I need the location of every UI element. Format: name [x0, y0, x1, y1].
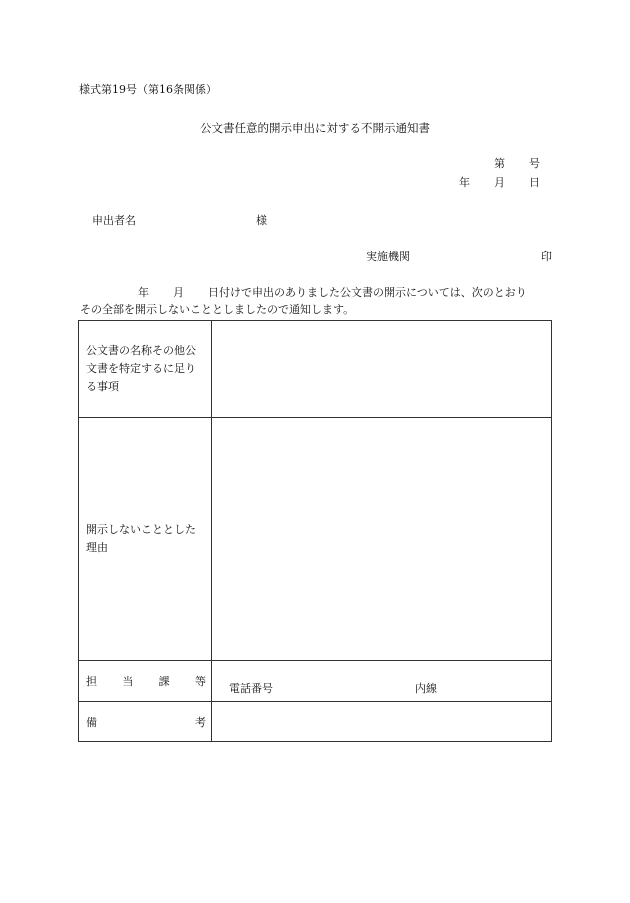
body-year: 年: [138, 286, 149, 299]
row-value-remarks: [212, 702, 552, 742]
date-month: 月: [494, 176, 505, 189]
notice-body-line1: [80, 284, 554, 301]
date-day: 日: [529, 176, 540, 189]
table-row-document-name: [79, 321, 552, 418]
doc-number-dai: 第: [494, 157, 505, 170]
body-line1-rest: 日付けで申出のありました公文書の開示については、次のとおり: [208, 286, 527, 299]
addressee-label: 申出者名: [92, 214, 136, 227]
table-row-department: [79, 661, 552, 702]
phone-label: 電話番号: [229, 682, 273, 695]
seal-mark: 印: [541, 250, 552, 263]
notice-body: [80, 284, 554, 318]
agency-label: 実施機関: [366, 250, 410, 263]
notice-body-line2: その全部を開示しないこととしましたので通知します。: [80, 303, 355, 316]
table-row-reason: [79, 418, 552, 661]
row-value-reason: [212, 418, 552, 661]
form-number: 様式第19号（第16条関係）: [79, 83, 217, 96]
row-label-remarks: 備 考: [79, 702, 212, 742]
row-label-document-name: 公文書の名称その他公文書を特定するに足りる事項: [79, 321, 212, 418]
table-row-remarks: [79, 702, 552, 742]
body-month: 月: [173, 286, 184, 299]
date-line: [459, 174, 540, 190]
addressee-honorific: 様: [256, 214, 267, 227]
document-title: 公文書任意的開示申出に対する不開示通知書: [200, 121, 430, 135]
doc-number-go: 号: [529, 157, 540, 170]
row-value-document-name: [212, 321, 552, 418]
date-year: 年: [459, 176, 470, 189]
notice-table: [78, 320, 552, 742]
row-label-reason: 開示しないこととした理由: [79, 418, 212, 661]
document-number-line: [494, 155, 540, 171]
extension-label: 内線: [415, 682, 437, 695]
row-value-department: [212, 661, 552, 702]
row-label-department: 担 当 課 等: [79, 661, 212, 702]
